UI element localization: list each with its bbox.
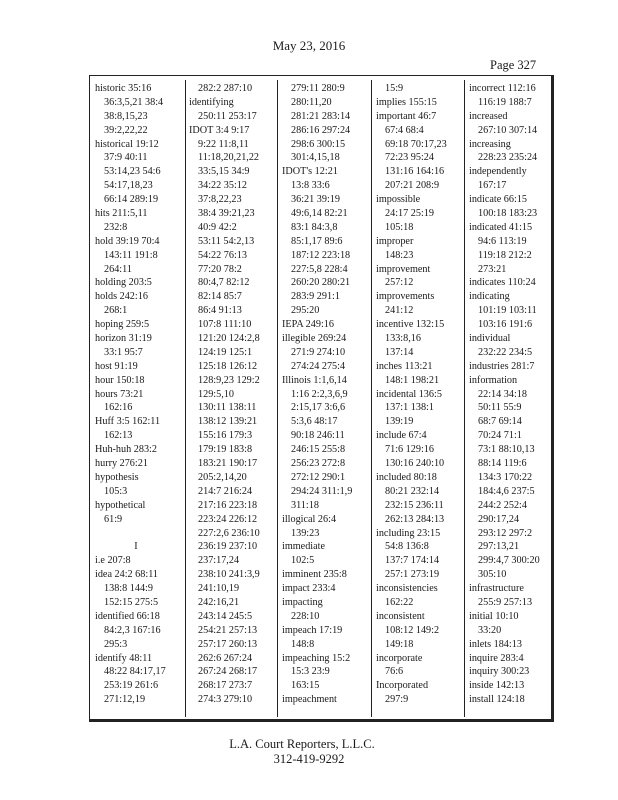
- index-line: 130:11 138:11: [198, 402, 257, 414]
- index-line: Huh-huh 283:2: [95, 444, 157, 456]
- index-line: 286:16 297:24: [291, 124, 351, 136]
- index-line: holding 203:5: [95, 277, 152, 289]
- index-line: hurry 276:21: [95, 458, 148, 470]
- index-line: 295:3: [104, 638, 128, 650]
- index-line: 9:22 11:8,11: [198, 138, 249, 150]
- index-line: 38:8,15,23: [104, 110, 148, 122]
- index-line: incorporate: [376, 652, 423, 664]
- index-line: 50:11 55:9: [478, 402, 522, 414]
- index-column-2: [189, 82, 271, 707]
- index-line: holds 242:16: [95, 291, 148, 303]
- index-line: 38:4 39:21,23: [198, 208, 255, 220]
- index-line: 137:1 138:1: [385, 402, 434, 414]
- index-line: impossible: [376, 194, 421, 206]
- index-line: 121:20 124:2,8: [198, 333, 260, 345]
- index-line: 37:9 40:11: [104, 152, 148, 164]
- index-line: 15:9: [385, 83, 404, 94]
- index-line: 179:19 183:8: [198, 444, 253, 456]
- index-line: information: [469, 374, 518, 386]
- index-line: 116:19 188:7: [478, 96, 532, 108]
- index-line: 280:11,20: [291, 96, 332, 108]
- index-line: 283:9 291:1: [291, 291, 340, 303]
- index-line: 34:22 35:12: [198, 180, 247, 192]
- index-line: 232:8: [104, 221, 128, 233]
- index-line: IEPA 249:16: [282, 319, 334, 331]
- index-line: 53:11 54:2,13: [198, 235, 255, 247]
- index-line: IDOT 3:4 9:17: [189, 124, 250, 136]
- index-line: hold 39:19 70:4: [95, 235, 160, 247]
- index-line: 267:24 268:17: [198, 666, 258, 678]
- index-line: independently: [469, 166, 527, 178]
- index-line: 223:24 226:12: [198, 513, 258, 525]
- index-line: initial 10:10: [469, 610, 519, 622]
- index-line: 54:22 76:13: [198, 249, 247, 261]
- index-line: 205:2,14,20: [198, 471, 247, 483]
- index-line: 130:16 240:10: [385, 458, 445, 470]
- index-line: indicating: [469, 291, 510, 303]
- index-line: incorrect 112:16: [469, 83, 536, 94]
- index-line: 162:22: [385, 596, 414, 608]
- index-line: 184:4,6 237:5: [478, 485, 535, 497]
- index-line: 163:15: [291, 680, 320, 692]
- index-line: 183:21 190:17: [198, 458, 258, 470]
- index-line: 128:9,23 129:2: [198, 374, 260, 386]
- index-line: 236:19 237:10: [198, 541, 258, 553]
- index-line: impeaching 15:2: [282, 652, 351, 664]
- index-line: 129:5,10: [198, 388, 234, 400]
- index-line: important 46:7: [376, 110, 437, 122]
- index-line: 138:12 139:21: [198, 416, 258, 428]
- index-line: 279:11 280:9: [291, 83, 345, 94]
- index-line: 2:15,17 3:6,6: [291, 402, 346, 414]
- column-divider: [277, 80, 278, 717]
- index-line: 227:5,8 228:4: [291, 263, 348, 275]
- index-line: 40:9 42:2: [198, 221, 237, 233]
- index-line: 243:14 245:5: [198, 610, 253, 622]
- index-line: 290:17,24: [478, 513, 520, 525]
- index-line: 271:9 274:10: [291, 346, 346, 358]
- index-line: 49:6,14 82:21: [291, 208, 348, 220]
- index-column-1: [95, 82, 177, 707]
- index-line: 54:17,18,23: [104, 180, 153, 192]
- index-line: 100:18 183:23: [478, 208, 538, 220]
- index-line: 227:2,6 236:10: [198, 527, 260, 539]
- index-line: 214:7 216:24: [198, 485, 253, 497]
- index-line: 253:19 261:6: [104, 680, 159, 692]
- index-line: 262:13 284:13: [385, 513, 445, 525]
- index-line: 61:9: [104, 513, 123, 525]
- index-line: 242:16,21: [198, 596, 240, 608]
- index-line: 148:1 198:21: [385, 374, 440, 386]
- index-line: hoping 259:5: [95, 319, 150, 331]
- index-line: incentive 132:15: [376, 319, 445, 331]
- index-line: impact 233:4: [282, 583, 336, 595]
- column-divider: [464, 80, 465, 717]
- index-line: 293:12 297:2: [478, 527, 533, 539]
- index-line: 187:12 223:18: [291, 249, 351, 261]
- index-line: inconsistent: [376, 610, 425, 622]
- index-line: 90:18 246:11: [291, 430, 345, 442]
- index-line: 143:11 191:8: [104, 249, 158, 261]
- index-line: 148:8: [291, 638, 315, 650]
- index-line: 124:19 125:1: [198, 346, 253, 358]
- index-line: host 91:19: [95, 360, 138, 372]
- index-line: 254:21 257:13: [198, 624, 258, 636]
- index-line: 241:10,19: [198, 583, 240, 595]
- index-line: 232:15 236:11: [385, 499, 444, 511]
- index-line: illegible 269:24: [282, 333, 347, 345]
- index-line: Huff 3:5 162:11: [95, 416, 161, 428]
- index-line: 72:23 95:24: [385, 152, 434, 164]
- index-line: including 23:15: [376, 527, 441, 539]
- index-line: improvement: [376, 263, 431, 275]
- index-line: 305:10: [478, 569, 507, 581]
- index-line: 76:6: [385, 666, 404, 678]
- index-line: 39:2,22,22: [104, 124, 148, 136]
- index-line: Incorporated: [376, 680, 429, 692]
- index-line: Illinois 1:1,6,14: [282, 374, 347, 386]
- index-line: historical 19:12: [95, 138, 159, 150]
- index-line: 67:4 68:4: [385, 124, 424, 136]
- index-line: [95, 527, 177, 541]
- column-divider: [371, 80, 372, 717]
- index-line: 264:11: [104, 263, 132, 275]
- index-line: impeachment: [282, 694, 337, 706]
- index-line: 24:17 25:19: [385, 208, 434, 220]
- index-line: 281:21 283:14: [291, 110, 351, 122]
- index-line: 267:10 307:14: [478, 124, 538, 136]
- index-line: 271:12,19: [104, 694, 146, 706]
- index-line: 77:20 78:2: [198, 263, 242, 275]
- index-line: 82:14 85:7: [198, 291, 242, 303]
- index-line: hypothesis: [95, 471, 139, 483]
- index-line: 11:18,20,21,22: [198, 152, 260, 164]
- index-line: hypothetical: [95, 499, 146, 511]
- index-line: 256:23 272:8: [291, 458, 346, 470]
- index-line: 119:18 212:2: [478, 249, 532, 261]
- index-line: 238:10 241:3,9: [198, 569, 260, 581]
- index-line: 228:23 235:24: [478, 152, 538, 164]
- index-line: 299:4,7 300:20: [478, 555, 540, 567]
- index-line: immediate: [282, 541, 325, 553]
- index-line: 297:9: [385, 694, 409, 706]
- index-line: 94:6 113:19: [478, 235, 527, 247]
- index-line: 33:5,15 34:9: [198, 166, 250, 178]
- index-line: 85:1,17 89:6: [291, 235, 343, 247]
- index-line: identifying: [189, 96, 234, 108]
- index-line: 301:4,15,18: [291, 152, 340, 164]
- index-line: indicates 110:24: [469, 277, 536, 289]
- footer-phone: 312-419-9292: [273, 752, 345, 766]
- index-line: increasing: [469, 138, 511, 150]
- index-line: 134:3 170:22: [478, 471, 533, 483]
- index-line: 101:19 103:11: [478, 305, 537, 317]
- index-line: 13:8 33:6: [291, 180, 330, 192]
- index-line: 105:18: [385, 221, 414, 233]
- index-line: 246:15 255:8: [291, 444, 346, 456]
- index-line: 105:3: [104, 485, 128, 497]
- index-line: 274:24 275:4: [291, 360, 346, 372]
- index-line: 294:24 311:1,9: [291, 485, 353, 497]
- index-line: 167:17: [478, 180, 507, 192]
- index-line: 237:17,24: [198, 555, 240, 567]
- index-line: 207:21 208:9: [385, 180, 440, 192]
- index-line: 257:12: [385, 277, 414, 289]
- index-line: idea 24:2 68:11: [95, 569, 158, 581]
- index-line: 257:17 260:13: [198, 638, 258, 650]
- index-line: inquiry 300:23: [469, 666, 530, 678]
- index-line: 262:6 267:24: [198, 652, 253, 664]
- index-line: historic 35:16: [95, 83, 152, 94]
- index-line: 268:1: [104, 305, 128, 317]
- column-divider: [185, 80, 186, 717]
- index-line: 108:12 149:2: [385, 624, 440, 636]
- index-line: 5:3,6 48:17: [291, 416, 338, 428]
- index-line: 71:6 129:16: [385, 444, 434, 456]
- index-line: 22:14 34:18: [478, 388, 527, 400]
- index-line: 103:16 191:6: [478, 319, 533, 331]
- index-line: illogical 26:4: [282, 513, 337, 525]
- index-line: 1:16 2:2,3,6,9: [291, 388, 348, 400]
- index-line: 69:18 70:17,23: [385, 138, 447, 150]
- index-line: 272:12 290:1: [291, 471, 346, 483]
- index-line: 133:8,16: [385, 333, 421, 345]
- index-line: 241:12: [385, 305, 414, 317]
- index-line: 84:2,3 167:16: [104, 624, 161, 636]
- index-line: 228:10: [291, 610, 320, 622]
- index-line: 162:13: [104, 430, 133, 442]
- index-column-5: [469, 82, 551, 707]
- index-line: 70:24 71:1: [478, 430, 522, 442]
- index-line: 139:19: [385, 416, 414, 428]
- index-line: 255:9 257:13: [478, 596, 533, 608]
- index-line: infrastructure: [469, 583, 524, 595]
- page-date: May 23, 2016: [272, 38, 346, 53]
- index-line: 297:13,21: [478, 541, 520, 553]
- index-line: 33:1 95:7: [104, 346, 143, 358]
- index-line: 15:3 23:9: [291, 666, 330, 678]
- index-line: 148:23: [385, 249, 414, 261]
- index-line: 33:20: [478, 624, 502, 636]
- index-line: 66:14 289:19: [104, 194, 159, 206]
- index-line: incidental 136:5: [376, 388, 442, 400]
- index-line: inside 142:13: [469, 680, 525, 692]
- index-line: 68:7 69:14: [478, 416, 522, 428]
- index-line: 37:8,22,23: [198, 194, 242, 206]
- index-line: 152:15 275:5: [104, 596, 159, 608]
- index-line: individual: [469, 333, 511, 345]
- page-number: Page 327: [490, 58, 537, 72]
- index-line: implies 155:15: [376, 96, 437, 108]
- index-line: I: [134, 541, 138, 553]
- index-line: 54:8 136:8: [385, 541, 429, 553]
- index-line: 138:8 144:9: [104, 583, 153, 595]
- index-line: horizon 31:19: [95, 333, 152, 345]
- index-line: imminent 235:8: [282, 569, 347, 581]
- index-line: 217:16 223:18: [198, 499, 258, 511]
- index-line: 36:3,5,21 38:4: [104, 96, 164, 108]
- index-line: 36:21 39:19: [291, 194, 340, 206]
- index-line: inlets 184:13: [469, 638, 522, 650]
- index-line: 131:16 164:16: [385, 166, 445, 178]
- index-line: indicate 66:15: [469, 194, 527, 206]
- index-line: 257:1 273:19: [385, 569, 440, 581]
- index-line: 102:5: [291, 555, 315, 567]
- index-line: 244:2 252:4: [478, 499, 527, 511]
- index-column-4: [376, 82, 458, 707]
- index-line: 250:11 253:17: [198, 110, 257, 122]
- index-line: 139:23: [291, 527, 320, 539]
- index-column-3: [282, 82, 364, 707]
- index-line: 274:3 279:10: [198, 694, 253, 706]
- index-line: 80:21 232:14: [385, 485, 440, 497]
- index-line: 149:18: [385, 638, 414, 650]
- index-line: install 124:18: [469, 694, 525, 706]
- index-line: 86:4 91:13: [198, 305, 242, 317]
- index-line: 162:16: [104, 402, 133, 414]
- index-line: 295:20: [291, 305, 320, 317]
- index-line: increased: [469, 110, 508, 122]
- index-line: impacting: [282, 596, 323, 608]
- index-line: impeach 17:19: [282, 624, 343, 636]
- index-line: hours 73:21: [95, 388, 144, 400]
- index-line: 155:16 179:3: [198, 430, 253, 442]
- index-line: 282:2 287:10: [198, 83, 253, 94]
- index-line: improper: [376, 235, 414, 247]
- index-line: i.e 207:8: [95, 555, 131, 567]
- index-line: 88:14 119:6: [478, 458, 527, 470]
- index-line: included 80:18: [376, 471, 437, 483]
- index-line: 298:6 300:15: [291, 138, 346, 150]
- index-line: 73:1 88:10,13: [478, 444, 535, 456]
- index-line: 232:22 234:5: [478, 346, 533, 358]
- index-line: 80:4,7 82:12: [198, 277, 250, 289]
- index-line: 53:14,23 54:6: [104, 166, 161, 178]
- index-line: 107:8 111:10: [198, 319, 252, 331]
- index-line: 273:21: [478, 263, 507, 275]
- index-line: identify 48:11: [95, 652, 153, 664]
- index-line: 125:18 126:12: [198, 360, 258, 372]
- index-line: improvements: [376, 291, 435, 303]
- index-line: 137:14: [385, 346, 414, 358]
- index-line: 48:22 84:17,17: [104, 666, 166, 678]
- index-line: inconsistencies: [376, 583, 438, 595]
- index-line: identified 66:18: [95, 610, 160, 622]
- index-line: hour 150:18: [95, 374, 145, 386]
- index-line: indicated 41:15: [469, 221, 533, 233]
- index-line: inquire 283:4: [469, 652, 524, 664]
- index-line: include 67:4: [376, 430, 427, 442]
- footer-company: L.A. Court Reporters, L.L.C.: [229, 737, 375, 751]
- index-line: 83:1 84:3,8: [291, 221, 338, 233]
- index-line: 311:18: [291, 499, 319, 511]
- index-line: 260:20 280:21: [291, 277, 351, 289]
- index-line: 137:7 174:14: [385, 555, 440, 567]
- index-line: hits 211:5,11: [95, 208, 148, 220]
- index-line: IDOT's 12:21: [282, 166, 338, 178]
- index-line: industries 281:7: [469, 360, 535, 372]
- index-line: inches 113:21: [376, 360, 433, 372]
- index-line: 268:17 273:7: [198, 680, 253, 692]
